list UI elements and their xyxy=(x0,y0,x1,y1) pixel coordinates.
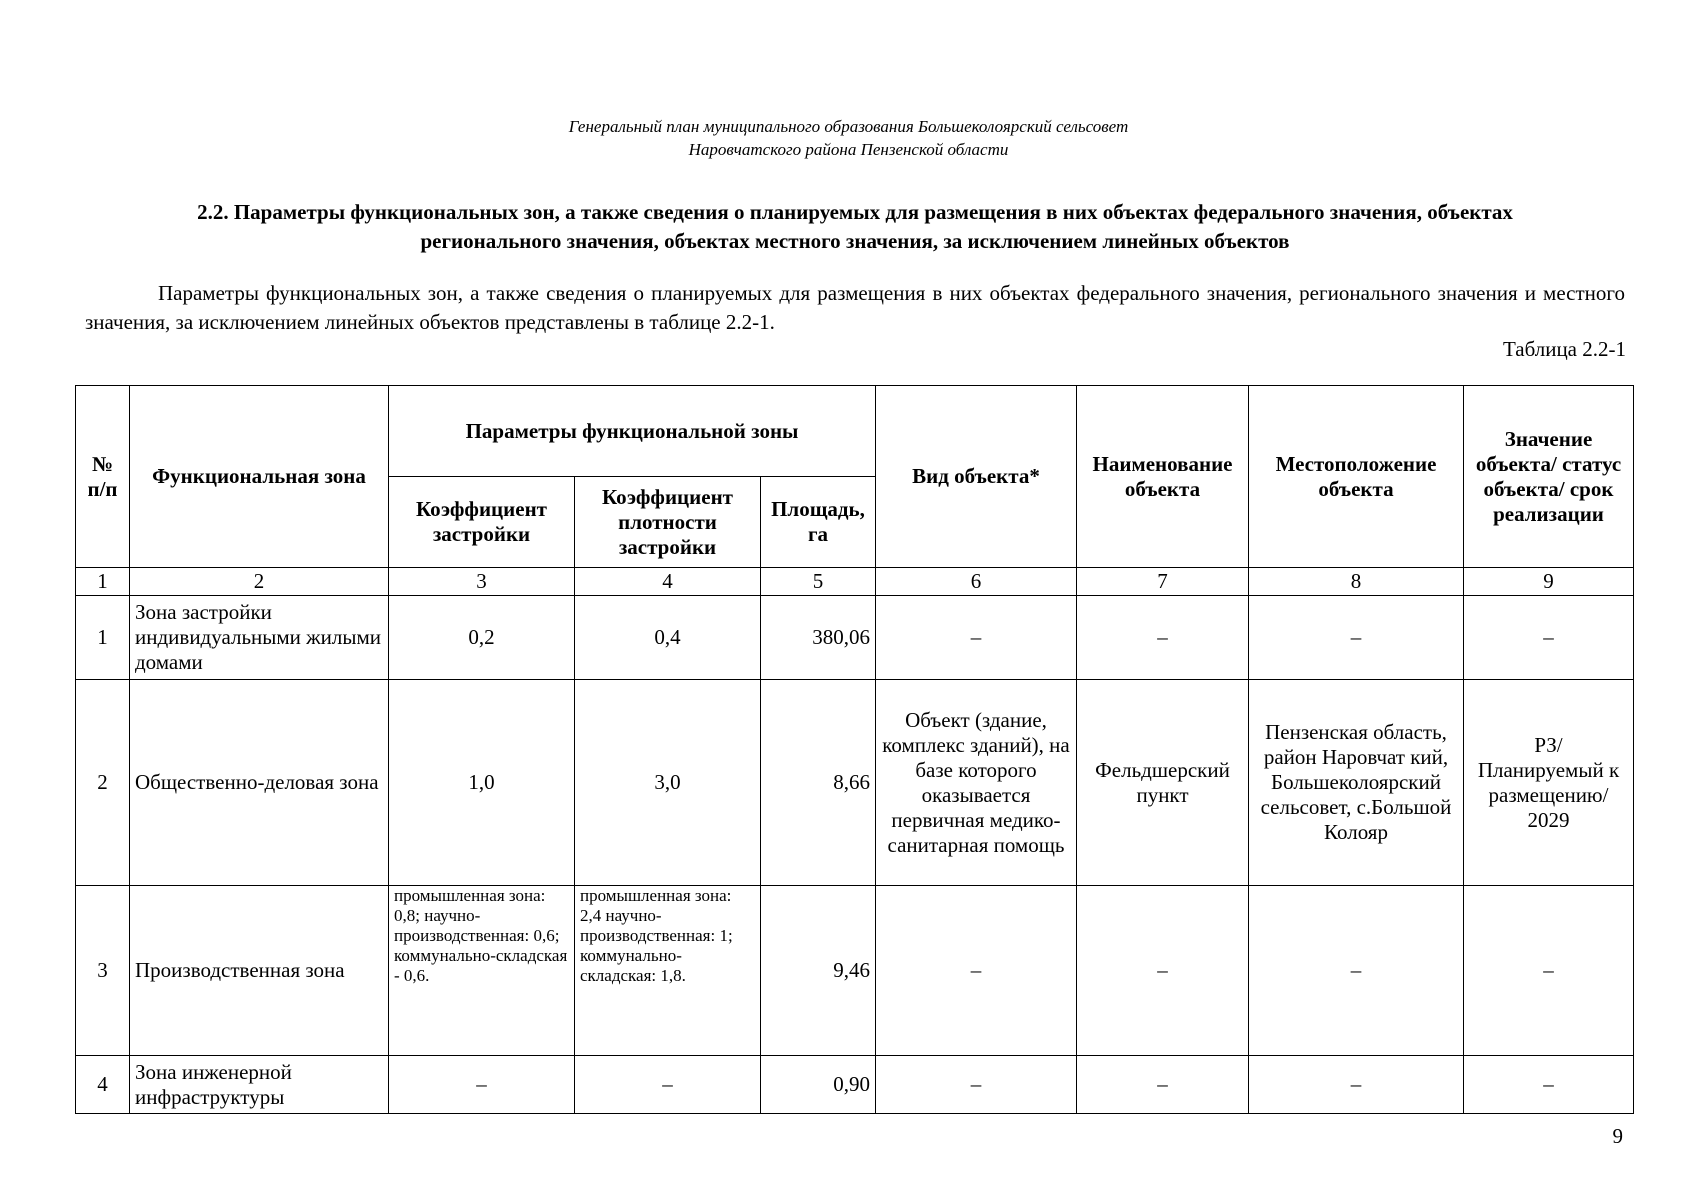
cell-object-type: – xyxy=(876,596,1077,680)
column-number: 3 xyxy=(389,568,575,596)
column-number: 6 xyxy=(876,568,1077,596)
section-heading xyxy=(85,198,1625,256)
cell-zone: Производственная зона xyxy=(130,886,389,1056)
cell-area: 9,46 xyxy=(761,886,876,1056)
cell-num: 1 xyxy=(76,596,130,680)
cell-status: РЗ/ Планируемый к размещению/ 2029 xyxy=(1464,680,1634,886)
column-number: 4 xyxy=(575,568,761,596)
cell-object-name: – xyxy=(1077,886,1249,1056)
section-heading-line-2: регионального значения, объектах местного значения, за исключением линейных объектов xyxy=(420,229,1290,253)
cell-coef-density: 0,4 xyxy=(575,596,761,680)
header-zone: Функциональная зона xyxy=(130,386,389,568)
cell-status: – xyxy=(1464,1056,1634,1114)
table-row xyxy=(76,1056,1634,1114)
cell-zone: Зона инженерной инфраструктуры xyxy=(130,1056,389,1114)
cell-zone: Общественно-деловая зона xyxy=(130,680,389,886)
header-location: Местоположение объекта xyxy=(1249,386,1464,568)
cell-area: 8,66 xyxy=(761,680,876,886)
table-row xyxy=(76,886,1634,1056)
cell-object-type: – xyxy=(876,1056,1077,1114)
cell-object-name: Фельдшерский пункт xyxy=(1077,680,1249,886)
cell-location: – xyxy=(1249,886,1464,1056)
table-caption: Таблица 2.2-1 xyxy=(1502,337,1626,361)
column-number: 1 xyxy=(76,568,130,596)
cell-status: – xyxy=(1464,596,1634,680)
header-area: Площадь, га xyxy=(761,477,876,568)
cell-coef-density: – xyxy=(575,1056,761,1114)
functional-zones-table xyxy=(75,385,1634,1114)
cell-num: 2 xyxy=(76,680,130,886)
header-line-1: Генеральный план муниципального образования Большеколоярский сельсовет xyxy=(568,117,1129,136)
cell-coef-build: промышленная зона: 0,8; научно-производственная: 0,6; коммунально-складская - 0,6. xyxy=(389,886,575,1056)
column-number: 5 xyxy=(761,568,876,596)
cell-location: – xyxy=(1249,1056,1464,1114)
header-status: Значение объекта/ статус объекта/ срок реализации xyxy=(1464,386,1634,568)
cell-area: 380,06 xyxy=(761,596,876,680)
cell-coef-build: 1,0 xyxy=(389,680,575,886)
cell-object-type: – xyxy=(876,886,1077,1056)
page-number: 9 xyxy=(1612,1124,1623,1148)
cell-coef-build: – xyxy=(389,1056,575,1114)
header-coef-build: Коэффициент застройки xyxy=(389,477,575,568)
header-coef-density: Коэффициент плотности застройки xyxy=(575,477,761,568)
header-object-type: Вид объекта* xyxy=(876,386,1077,568)
cell-object-name: – xyxy=(1077,1056,1249,1114)
column-number: 9 xyxy=(1464,568,1634,596)
cell-coef-density: промышленная зона: 2,4 научно-производственная: 1; коммунально-складская: 1,8. xyxy=(575,886,761,1056)
cell-object-name: – xyxy=(1077,596,1249,680)
cell-area: 0,90 xyxy=(761,1056,876,1114)
cell-status: – xyxy=(1464,886,1634,1056)
cell-object-type: Объект (здание, комплекс зданий), на базе которого оказывается первичная медико-санитарная помощь xyxy=(876,680,1077,886)
cell-num: 4 xyxy=(76,1056,130,1114)
header-params-group: Параметры функциональной зоны xyxy=(389,386,876,477)
section-heading-line-1: 2.2. Параметры функциональных зон, а также сведения о планируемых для размещения в них объектах федерального значения, объектах xyxy=(197,200,1513,224)
table-row xyxy=(76,680,1634,886)
cell-location: – xyxy=(1249,596,1464,680)
cell-coef-build: 0,2 xyxy=(389,596,575,680)
column-number: 8 xyxy=(1249,568,1464,596)
column-number: 2 xyxy=(130,568,389,596)
header-line-2: Наровчатского района Пензенской области xyxy=(688,140,1009,159)
page-header xyxy=(0,115,1697,161)
cell-zone: Зона застройки индивидуальными жилыми домами xyxy=(130,596,389,680)
header-object-name: Наименование объекта xyxy=(1077,386,1249,568)
cell-num: 3 xyxy=(76,886,130,1056)
intro-paragraph: Параметры функциональных зон, а также сведения о планируемых для размещения в них объектах федерального значения, регионального значения и местного значения, за исключением линейных объектов представлены в таблице 2.2-1. xyxy=(85,281,1625,334)
column-number: 7 xyxy=(1077,568,1249,596)
table-row xyxy=(76,596,1634,680)
column-number-row xyxy=(76,568,1634,596)
cell-location: Пензенская область, район Наровчат кий, Большеколоярский сельсовет, с.Большой Колояр xyxy=(1249,680,1464,886)
cell-coef-density: 3,0 xyxy=(575,680,761,886)
header-num: № п/п xyxy=(76,386,130,568)
